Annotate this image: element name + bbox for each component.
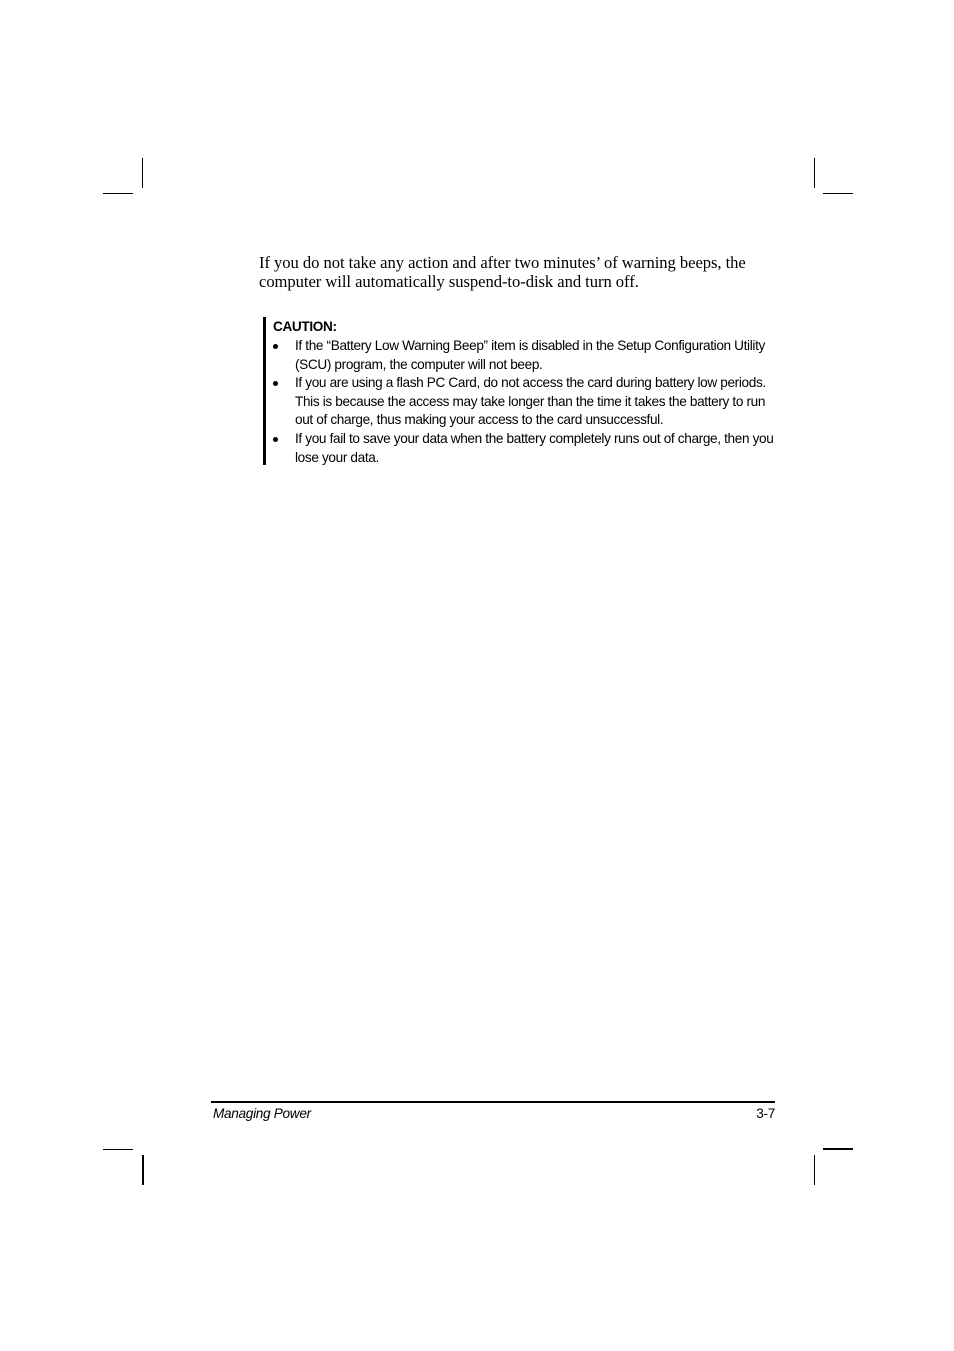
footer-section-title: Managing Power [213,1106,311,1121]
body-paragraph: If you do not take any action and after two minutes’ of warning beeps, the computer will automatically suspend-to-disk and turn off. [259,253,746,291]
caution-item-text: If you fail to save your data when the battery completely runs out of charge, then you lose your data. [295,430,774,465]
footer-page-number: 3-7 [756,1106,775,1121]
crop-mark-top-right-vertical [814,158,815,188]
bullet-icon [273,437,278,442]
caution-item-text: If the “Battery Low Warning Beep” item is disabled in the Setup Configuration Utility (SCU) program, the computer will not beep. [295,338,765,372]
caution-list [273,337,779,467]
crop-mark-bottom-left-vertical [142,1155,144,1185]
bullet-icon [273,344,278,349]
crop-mark-bottom-right-horizontal [823,1148,853,1150]
caution-item [273,430,779,467]
crop-mark-top-left-horizontal [103,193,133,194]
crop-mark-top-left-vertical [142,158,143,188]
footer-rule [211,1101,775,1103]
caution-item-text: If you are using a flash PC Card, do not access the card during battery low periods. This is because the access may take longer than the time it takes the battery to run out of charge, thus making your access to the card unsuccessful. [295,375,766,428]
bullet-icon [273,381,278,386]
caution-item [273,374,779,430]
caution-item [273,337,779,374]
crop-mark-top-right-horizontal [823,193,853,194]
caution-title: CAUTION: [273,319,337,334]
crop-mark-bottom-right-vertical [814,1155,815,1185]
caution-box [263,317,779,465]
crop-mark-bottom-left-horizontal [103,1149,133,1150]
